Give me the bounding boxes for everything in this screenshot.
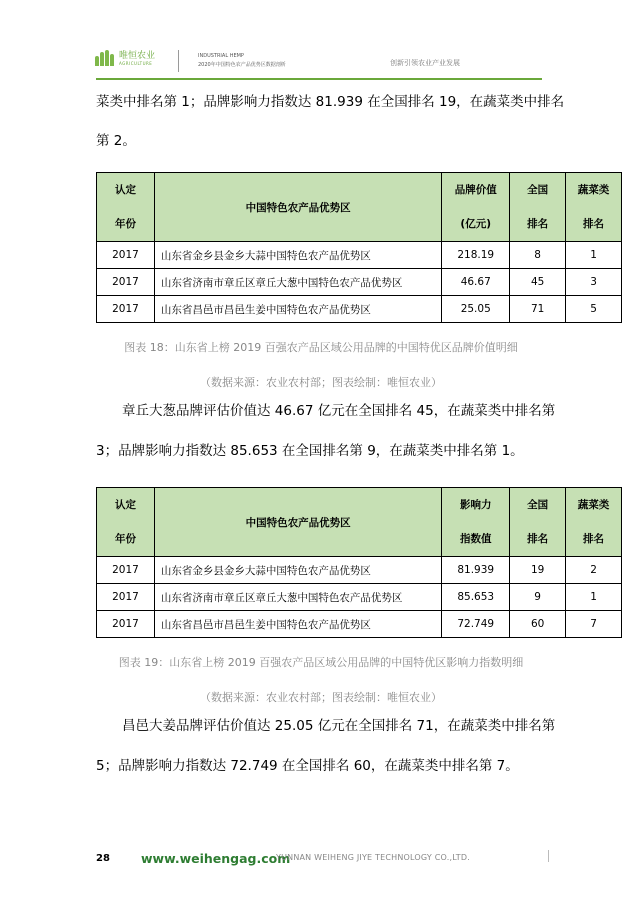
table-header-row <box>97 173 622 242</box>
header-rule <box>96 78 542 80</box>
footer-divider <box>548 850 549 862</box>
paragraph-2-line2: 3；品牌影响力指数达 85.653 在全国排名第 9，在蔬菜类中排名第 1。 <box>96 443 524 459</box>
header-brand-value: 品牌价值 (亿元) <box>442 173 510 242</box>
paragraph-3 <box>122 717 556 735</box>
table-row: 2017 山东省济南市章丘区章丘大葱中国特色农产品优势区 46.67 45 3 <box>97 269 622 296</box>
page-number: 28 <box>96 853 110 864</box>
header-center-line2: 2020年中国特色农产品优势区数据剖析 <box>198 62 286 68</box>
header-center-line1: INDUSTRIAL HEMP <box>198 53 244 59</box>
caption-title: 图表 19：山东省上榜 2019 百强农产品区域公用品牌的中国特优区影响力指数明细 <box>118 656 524 669</box>
caption-title: 图表 18：山东省上榜 2019 百强农产品区域公用品牌的中国特优区品牌价值明细 <box>124 341 518 354</box>
leaf-logo-icon <box>95 50 115 66</box>
table-row: 2017 山东省金乡县金乡大蒜中国特色农产品优势区 81.939 19 2 <box>97 557 622 584</box>
logo-text: 唯恒农业 <box>119 50 156 61</box>
paragraph-3-line1: 昌邑大姜品牌评估价值达 25.05 亿元在全国排名 71，在蔬菜类中排名第 <box>122 718 556 734</box>
paragraph-1-line1: 菜类中排名第 1；品牌影响力指数达 81.939 在全国排名 19，在蔬菜类中排名 <box>96 94 565 110</box>
influence-index-table <box>96 487 622 638</box>
table-row: 2017 山东省昌邑市昌邑生姜中国特色农产品优势区 72.749 60 7 <box>97 611 622 638</box>
brand-value-table <box>96 172 622 323</box>
header-slogan: 创新引领农业产业发展 <box>390 59 460 67</box>
caption-source: （数据来源：农业农村部；图表绘制：唯恒农业） <box>200 376 442 389</box>
paragraph-2b <box>96 442 546 460</box>
header-year: 认定 年份 <box>97 488 155 557</box>
paragraph-2-line1: 章丘大葱品牌评估价值达 46.67 亿元在全国排名 45，在蔬菜类中排名第 <box>122 403 556 419</box>
figure-caption-18 <box>96 339 546 390</box>
logo-subtext: AGRICULTURE <box>119 60 153 66</box>
paragraph-3-line2: 5；品牌影响力指数达 72.749 在全国排名 60，在蔬菜类中排名第 7。 <box>96 758 519 774</box>
header-vegetable-rank: 蔬菜类 排名 <box>566 488 622 557</box>
paragraph-3b <box>96 757 546 775</box>
paragraph-1-line2: 第 2。 <box>96 133 136 149</box>
page-header <box>0 0 640 82</box>
header-zone: 中国特色农产品优势区 <box>154 488 441 557</box>
paragraph-1 <box>96 93 565 150</box>
header-national-rank: 全国 排名 <box>510 173 566 242</box>
header-year: 认定 年份 <box>97 173 155 242</box>
table-header-row <box>97 488 622 557</box>
header-influence-index: 影响力 指数值 <box>442 488 510 557</box>
figure-caption-19 <box>96 654 546 705</box>
header-national-rank: 全国 排名 <box>510 488 566 557</box>
header-vegetable-rank: 蔬菜类 排名 <box>566 173 622 242</box>
footer-company: YUNNAN WEIHENG JIYE TECHNOLOGY CO.,LTD. <box>276 853 470 862</box>
footer-website-link[interactable]: www.weihengag.com <box>141 851 291 866</box>
paragraph-2 <box>122 402 556 420</box>
logo <box>95 50 155 66</box>
header-divider <box>178 50 179 72</box>
table-row: 2017 山东省金乡县金乡大蒜中国特色农产品优势区 218.19 8 1 <box>97 242 622 269</box>
header-zone: 中国特色农产品优势区 <box>154 173 441 242</box>
header-center <box>198 52 286 70</box>
table-row: 2017 山东省济南市章丘区章丘大葱中国特色农产品优势区 85.653 9 1 <box>97 584 622 611</box>
caption-source: （数据来源：农业农村部；图表绘制：唯恒农业） <box>200 691 442 704</box>
table-row: 2017 山东省昌邑市昌邑生姜中国特色农产品优势区 25.05 71 5 <box>97 296 622 323</box>
